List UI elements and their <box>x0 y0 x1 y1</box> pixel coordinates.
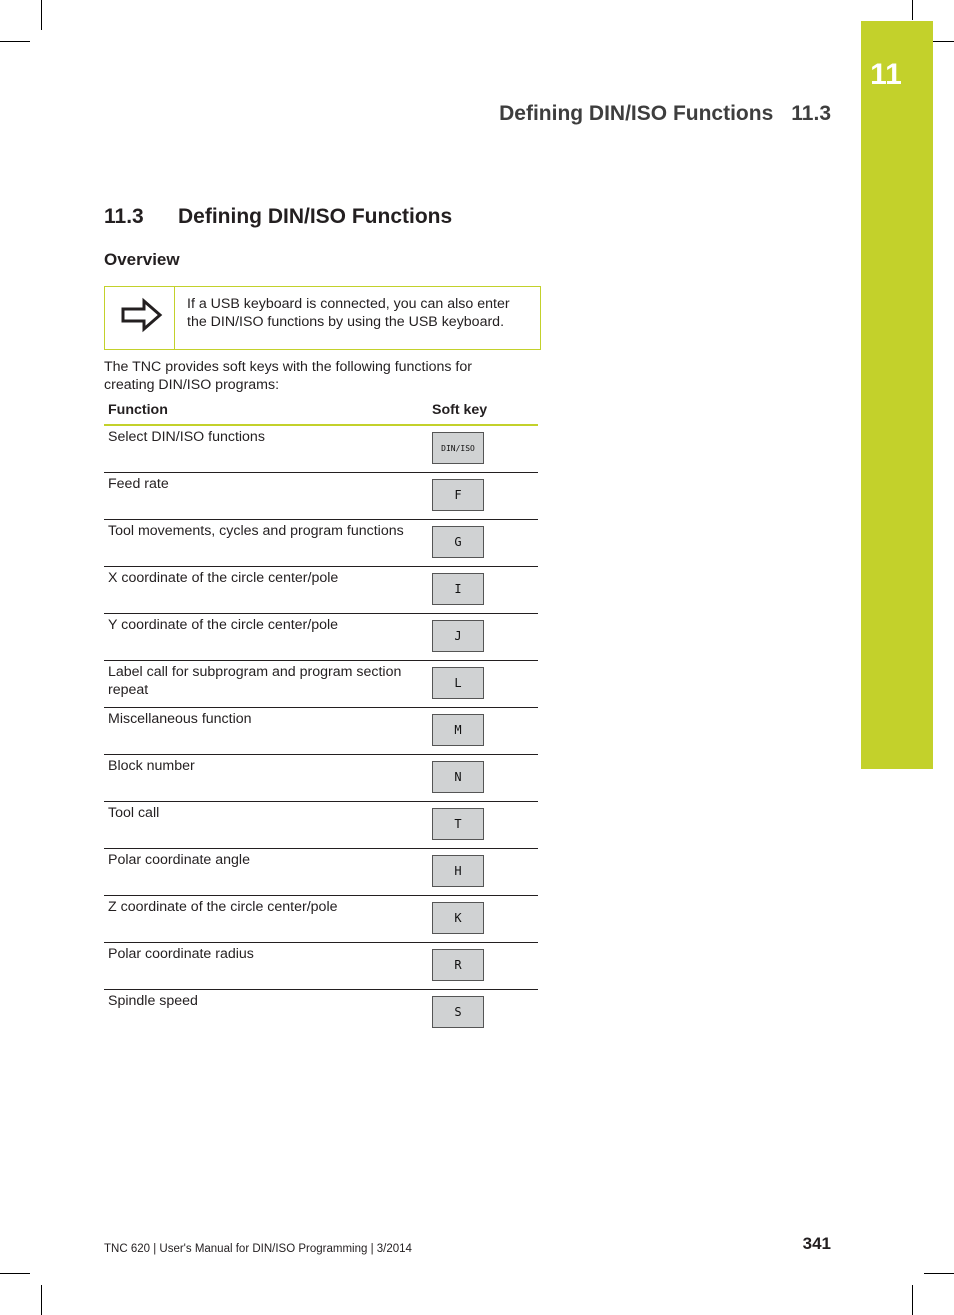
softkey-l: L <box>432 667 484 699</box>
crop-mark <box>912 0 913 20</box>
row-function: Polar coordinate angle <box>108 852 250 868</box>
table-row <box>104 802 538 849</box>
note-box <box>104 286 541 350</box>
crop-mark <box>0 41 30 42</box>
softkey-g: G <box>432 526 484 558</box>
softkey-j: J <box>432 620 484 652</box>
crop-mark <box>0 1273 30 1274</box>
crop-mark <box>924 1273 954 1274</box>
softkey-h: H <box>432 855 484 887</box>
table-row <box>104 990 538 1036</box>
table-row <box>104 520 538 567</box>
table-row <box>104 849 538 896</box>
note-text <box>187 295 532 331</box>
row-function: Label call for subprogram and program section repeat <box>108 664 402 698</box>
page-number: 341 <box>802 1234 831 1253</box>
crop-mark <box>41 0 42 30</box>
softkey-n: N <box>432 761 484 793</box>
note-line: If a USB keyboard is connected, you can also enter <box>187 296 510 312</box>
row-function: Feed rate <box>108 476 169 492</box>
row-function: Select DIN/ISO functions <box>108 429 265 445</box>
row-function: Spindle speed <box>108 993 198 1009</box>
table-row <box>104 896 538 943</box>
table-row <box>104 614 538 661</box>
crop-mark <box>912 1285 913 1315</box>
table-row <box>104 708 538 755</box>
row-function: Block number <box>108 758 195 774</box>
softkey-s: S <box>432 996 484 1028</box>
softkey-r: R <box>432 949 484 981</box>
row-function: Miscellaneous function <box>108 711 252 727</box>
table-row <box>104 943 538 990</box>
intro-line: creating DIN/ISO programs: <box>104 377 280 393</box>
running-head <box>499 102 831 126</box>
running-head-number: 11.3 <box>791 102 831 125</box>
row-function: Tool movements, cycles and program functions <box>108 523 404 539</box>
crop-mark <box>41 1285 42 1315</box>
section-number: 11.3 <box>104 205 144 228</box>
footer-text: TNC 620 | User's Manual for DIN/ISO Programming | 3/2014 <box>104 1243 412 1255</box>
row-function: Polar coordinate radius <box>108 946 254 962</box>
table-header <box>104 401 538 426</box>
table-row <box>104 661 538 708</box>
softkey-k: K <box>432 902 484 934</box>
softkey-m: M <box>432 714 484 746</box>
running-head-title: Defining DIN/ISO Functions <box>499 102 774 125</box>
intro-line: The TNC provides soft keys with the following functions for <box>104 359 472 375</box>
softkey-f: F <box>432 479 484 511</box>
chapter-number: 11 <box>870 58 902 91</box>
softkey-table <box>104 401 538 1036</box>
table-row <box>104 426 538 473</box>
table-row <box>104 567 538 614</box>
section-title-text: Defining DIN/ISO Functions <box>178 205 453 228</box>
table-row <box>104 755 538 802</box>
note-divider <box>174 287 175 349</box>
softkey-i: I <box>432 573 484 605</box>
section-title <box>104 205 452 229</box>
row-function: X coordinate of the circle center/pole <box>108 570 339 586</box>
header-function: Function <box>108 402 168 418</box>
softkey-din-iso: DIN/ISO <box>432 432 484 464</box>
row-function: Z coordinate of the circle center/pole <box>108 899 338 915</box>
subsection-title: Overview <box>104 250 180 269</box>
header-softkey: Soft key <box>432 402 488 418</box>
chapter-tab <box>861 21 933 769</box>
arrow-right-icon <box>120 295 164 340</box>
table-row <box>104 473 538 520</box>
row-function: Tool call <box>108 805 160 821</box>
row-function: Y coordinate of the circle center/pole <box>108 617 339 633</box>
note-line: the DIN/ISO functions by using the USB keyboard. <box>187 314 505 330</box>
intro-paragraph <box>104 358 524 394</box>
softkey-t: T <box>432 808 484 840</box>
